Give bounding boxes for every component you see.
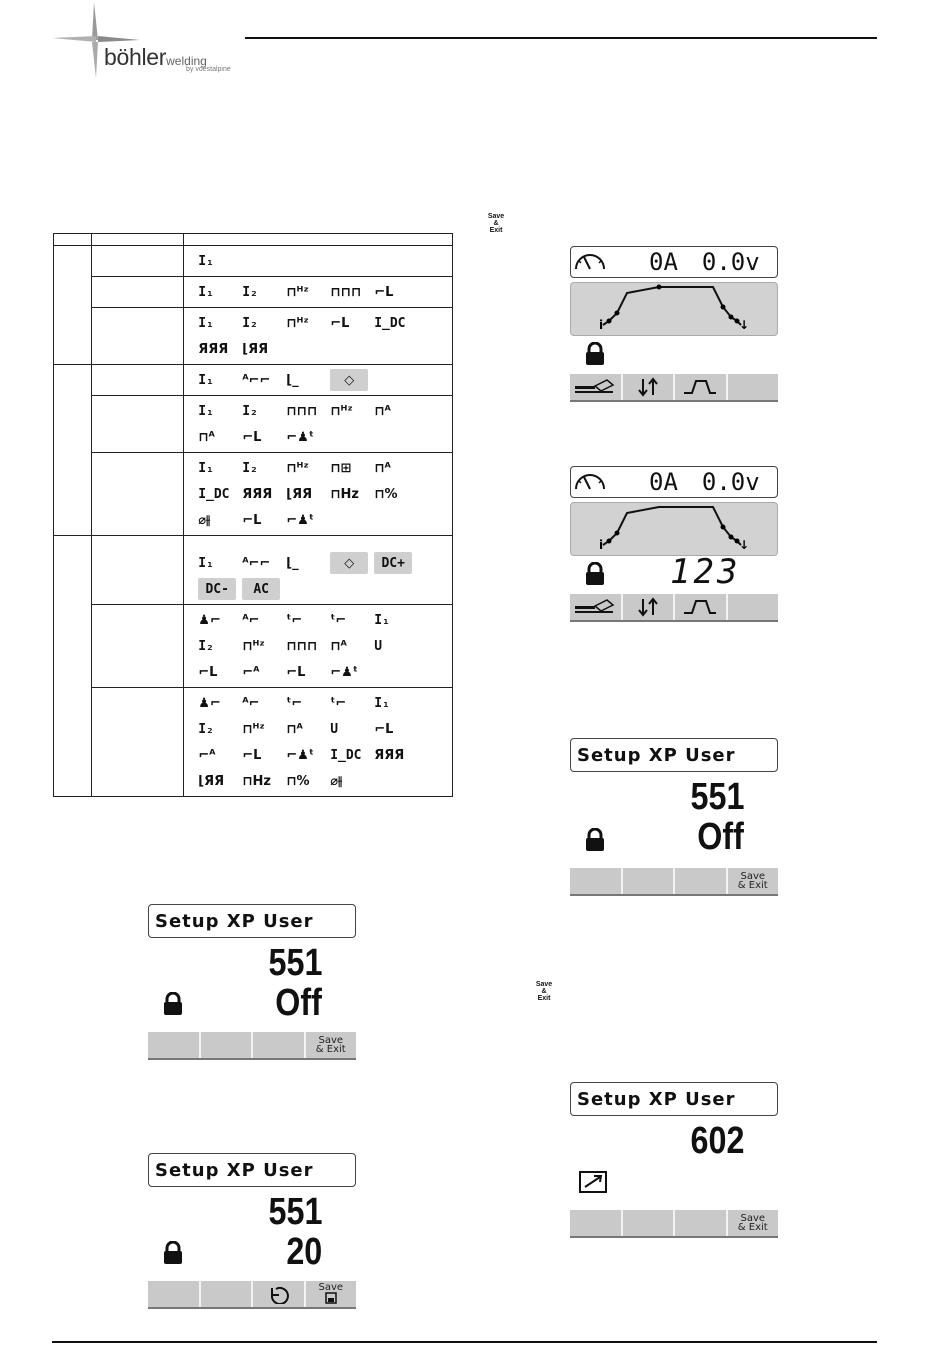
welding-symbol-icon: ⊓ᴬ (374, 403, 391, 419)
welding-symbol-icon: ᵗ⌐ (286, 612, 303, 628)
welding-symbol-icon: ᴬ⌐⌐ (242, 555, 271, 571)
welding-symbol-icon: I₂ (242, 315, 258, 331)
empty-softkey[interactable] (623, 868, 676, 894)
welding-symbol-icon: ⌐♟ᵗ (330, 664, 358, 680)
welding-symbol-icon: ⊓ᴴᶻ (330, 403, 353, 419)
footer-rule (52, 1341, 877, 1343)
welding-symbol-icon: ⌊_ (286, 372, 299, 388)
welding-symbol-icon: ⌐♟ᵗ (286, 512, 314, 528)
brand-byline: by voestalpine (186, 66, 231, 73)
lock-icon (584, 342, 606, 366)
welding-symbol-icon: ⌀⫲ (198, 512, 211, 528)
welding-symbol-icon: ᵗ⌐ (286, 695, 303, 711)
save-exit-softkey[interactable]: Save & Exit (737, 871, 768, 891)
arrows-softkey[interactable] (623, 594, 676, 620)
softkey-bar (570, 1210, 778, 1238)
welding-symbol-icon: I₁ (198, 315, 214, 331)
welding-symbol-icon: ⊓ᴬ (286, 721, 303, 737)
brand-name: böhler (104, 44, 167, 70)
empty-softkey[interactable] (148, 1281, 201, 1307)
table-row (54, 536, 453, 605)
parameter-number: 602 (690, 1120, 744, 1162)
symbol-line (198, 716, 452, 742)
svg-text:i: i (599, 318, 604, 332)
welding-symbol-icon: I₂ (198, 638, 214, 654)
welding-symbol-icon: ᴬ⌐⌐ (242, 372, 271, 388)
undo-icon (266, 1284, 290, 1304)
welding-symbol-icon: ⌐L (330, 315, 350, 331)
welding-symbol-icon: U (374, 638, 383, 654)
brand-logo (52, 0, 252, 80)
welding-symbol-icon: ⌐L (242, 429, 262, 445)
welding-symbol-icon: I₁ (374, 612, 390, 628)
arrows-softkey[interactable] (623, 374, 676, 400)
meter-panel (570, 246, 778, 403)
floppy-disk-icon (325, 1292, 337, 1304)
softkey-bar (570, 374, 778, 402)
welding-symbol-icon: I₂ (242, 403, 258, 419)
welding-symbol-icon: ⊓ᴴᶻ (286, 460, 309, 476)
welding-symbol-icon: ⌊ЯЯ (198, 773, 225, 789)
welding-symbol-icon: ⌊ЯЯ (286, 486, 313, 502)
welding-symbol-icon: ♟⌐ (198, 695, 221, 711)
brand-suffix: welding (166, 54, 207, 68)
welding-symbol-icon: ⌀⫲ (330, 773, 343, 789)
header-rule (245, 37, 877, 39)
empty-softkey[interactable] (201, 1032, 254, 1058)
welding-symbol-icon: ♟⌐ (198, 612, 221, 628)
welding-symbol-icon: ⌐ᴬ (198, 747, 216, 763)
lock-icon (162, 992, 184, 1016)
gauge-icon (573, 469, 607, 495)
parameter-value: Off (697, 816, 744, 858)
amps-readout: 0A (649, 468, 678, 496)
empty-softkey[interactable] (148, 1032, 201, 1058)
symbol-line (198, 550, 452, 576)
empty-softkey[interactable] (623, 1210, 676, 1236)
welding-symbol-icon: ⊓ᴴᶻ (242, 638, 265, 654)
welding-symbol-icon: AC (242, 578, 280, 600)
welding-symbol-icon: I_DC (374, 315, 406, 331)
welding-symbol-icon: ⊓⊓⊓ (330, 284, 362, 300)
symbol-line (198, 633, 452, 659)
setup-title-bar (570, 1082, 778, 1116)
weld-sequence-graph (570, 502, 778, 556)
table-header-row (54, 234, 453, 246)
welding-symbol-icon: I₁ (198, 372, 214, 388)
empty-softkey[interactable] (675, 868, 728, 894)
torch-mode-softkey[interactable] (570, 594, 623, 620)
welding-symbol-icon: ᵗ⌐ (330, 695, 347, 711)
softkey-bar (570, 594, 778, 622)
table-row (54, 396, 453, 453)
setup-title-bar (148, 904, 356, 938)
table-row (54, 246, 453, 277)
welding-symbol-icon: ⌐♟ᵗ (286, 429, 314, 445)
save-softkey[interactable]: Save (306, 1281, 357, 1307)
welding-symbol-icon: ⊓⊓⊓ (286, 638, 318, 654)
welding-symbol-icon: ⊓⊞ (330, 460, 352, 476)
welding-symbol-icon: ЯЯЯ (198, 341, 229, 357)
table-row (54, 453, 453, 536)
svg-text:↓: ↓ (739, 538, 750, 552)
svg-text:i: i (599, 538, 604, 552)
welding-symbol-icon: U (330, 721, 339, 737)
welding-symbol-icon: ⊓Hz (242, 773, 271, 789)
softkey-bar (148, 1281, 356, 1309)
welding-symbol-icon: ⌊_ (286, 555, 299, 571)
weld-sequence-graph (570, 282, 778, 336)
svg-text:↓: ↓ (739, 318, 750, 332)
empty-softkey[interactable] (570, 1210, 623, 1236)
empty-softkey[interactable] (728, 594, 779, 620)
welding-symbol-icon: ⊓ᴴᶻ (286, 284, 309, 300)
welding-symbol-icon: ⊓ᴬ (198, 429, 215, 445)
setup-title-bar (148, 1153, 356, 1187)
welding-symbol-icon: I₁ (198, 253, 214, 269)
torch-icon (573, 377, 617, 397)
undo-softkey[interactable] (253, 1281, 306, 1307)
up-down-arrows-icon (636, 377, 660, 397)
welding-symbol-icon: I_DC (198, 486, 230, 502)
welding-symbol-icon: ⊓% (286, 773, 310, 789)
lock-icon (584, 828, 606, 852)
pulse-shape-softkey[interactable] (675, 374, 728, 400)
symbol-line (198, 398, 452, 424)
setup-title-bar (570, 738, 778, 772)
symbol-line (198, 455, 452, 481)
welding-symbol-icon: ⌐L (242, 747, 262, 763)
pulse-shape-icon (682, 597, 718, 617)
empty-softkey[interactable] (253, 1032, 306, 1058)
welding-symbol-icon: DC+ (374, 552, 412, 574)
welding-symbol-icon: ⌐ᴬ (242, 664, 260, 680)
setup-title: Setup XP User (577, 744, 736, 766)
softkey-bar (570, 868, 778, 896)
meter-bar (570, 246, 778, 278)
save-exit-label: Save & Exit (487, 213, 505, 234)
table-row (54, 688, 453, 797)
setup-panel (148, 904, 356, 1060)
welding-symbol-icon: ᵗ⌐ (330, 612, 347, 628)
welding-symbol-icon: ⊓⊓⊓ (286, 403, 318, 419)
symbol-line (198, 768, 452, 794)
value-readout: 123 (670, 552, 741, 592)
welding-symbol-icon: ᴬ⌐ (242, 612, 260, 628)
table-row (54, 365, 453, 396)
welding-symbol-icon: DC- (198, 578, 236, 600)
volts-readout: 0.0v (701, 248, 760, 276)
welding-symbol-icon: ◇ (330, 369, 368, 391)
welding-symbol-icon: ЯЯЯ (242, 486, 273, 502)
pulse-shape-softkey[interactable] (675, 594, 728, 620)
welding-symbol-icon: ⊓ᴬ (374, 460, 391, 476)
welding-symbol-icon: ⌐♟ᵗ (286, 747, 314, 763)
table-row (54, 605, 453, 688)
save-exit-softkey[interactable]: Save & Exit (315, 1035, 346, 1055)
lock-icon (162, 1241, 184, 1265)
symbol-line (198, 481, 452, 507)
parameter-number: 551 (268, 942, 322, 984)
softkey-bar (148, 1032, 356, 1060)
amps-readout: 0A (649, 248, 678, 276)
torch-icon (573, 597, 617, 617)
welding-symbol-icon: ⌊ЯЯ (242, 341, 269, 357)
setup-panel (148, 1153, 356, 1311)
welding-symbol-icon: I₂ (242, 460, 258, 476)
symbol-line (198, 576, 452, 602)
symbol-table (53, 233, 453, 797)
welding-symbol-icon: ⌐L (374, 284, 394, 300)
volts-readout: 0.0v (701, 468, 760, 496)
welding-symbol-icon: I₁ (374, 695, 390, 711)
symbol-line (198, 690, 452, 716)
setup-title: Setup XP User (577, 1088, 736, 1110)
table-row (54, 277, 453, 308)
welding-symbol-icon: ᴬ⌐ (242, 695, 260, 711)
sequence-curve-icon (571, 283, 777, 335)
empty-softkey[interactable] (728, 374, 779, 400)
lock-icon (584, 562, 606, 586)
gauge-icon (573, 249, 607, 275)
welding-symbol-icon: ⌐L (242, 512, 262, 528)
welding-symbol-icon: ⊓ᴬ (330, 638, 347, 654)
welding-symbol-icon: I_DC (330, 747, 362, 763)
empty-softkey[interactable] (675, 1210, 728, 1236)
up-down-arrows-icon (636, 597, 660, 617)
table-row (54, 308, 453, 365)
setup-panel (570, 1082, 778, 1240)
setup-title: Setup XP User (155, 1159, 314, 1181)
welding-symbol-icon: I₁ (198, 460, 214, 476)
welding-symbol-icon: ◇ (330, 552, 368, 574)
welding-symbol-icon: I₁ (198, 284, 214, 300)
empty-softkey[interactable] (570, 868, 623, 894)
symbol-line (198, 507, 452, 533)
welding-symbol-icon: I₁ (198, 403, 214, 419)
empty-softkey[interactable] (201, 1281, 254, 1307)
welding-symbol-icon: ЯЯЯ (374, 747, 405, 763)
welding-symbol-icon: ⊓Hz (330, 486, 359, 502)
symbol-line (198, 310, 452, 336)
welding-symbol-icon: ⊓ᴴᶻ (286, 315, 309, 331)
parameter-number: 551 (268, 1191, 322, 1233)
welding-symbol-icon: ⌐L (198, 664, 218, 680)
meter-panel (570, 466, 778, 623)
parameter-value: Off (275, 982, 322, 1024)
save-exit-label: Save & Exit (535, 981, 553, 1002)
parameter-number: 551 (690, 776, 744, 818)
pulse-shape-icon (682, 377, 718, 397)
torch-mode-softkey[interactable] (570, 374, 623, 400)
save-exit-softkey[interactable]: Save & Exit (737, 1213, 768, 1233)
welding-symbol-icon: I₁ (198, 555, 214, 571)
symbol-line (198, 607, 452, 633)
welding-symbol-icon: ⊓% (374, 486, 398, 502)
edit-arrow-icon (578, 1170, 608, 1194)
symbol-line (198, 424, 452, 450)
welding-symbol-icon: ⌐L (286, 664, 306, 680)
symbol-line (198, 336, 452, 362)
meter-bar (570, 466, 778, 498)
welding-symbol-icon: ⊓ᴴᶻ (242, 721, 265, 737)
symbol-line (198, 742, 452, 768)
setup-title: Setup XP User (155, 910, 314, 932)
sequence-curve-icon (571, 503, 777, 555)
welding-symbol-icon: I₂ (198, 721, 214, 737)
symbol-line (198, 659, 452, 685)
setup-panel (570, 738, 778, 896)
parameter-value: 20 (286, 1231, 322, 1273)
welding-symbol-icon: I₂ (242, 284, 258, 300)
welding-symbol-icon: ⌐L (374, 721, 394, 737)
